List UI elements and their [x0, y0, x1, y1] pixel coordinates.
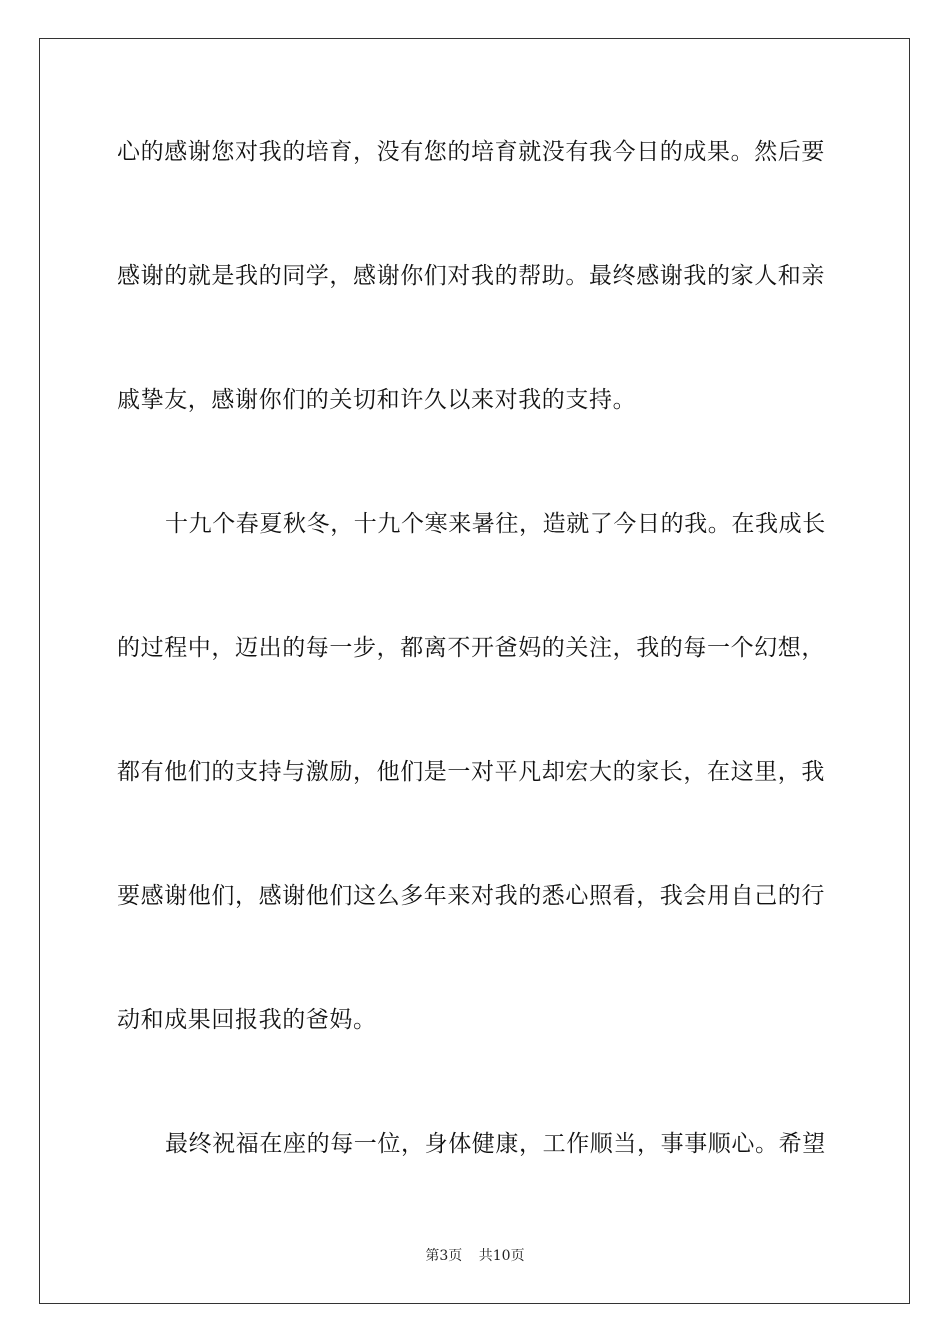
paragraph-2-line-5: 动和成果回报我的爸妈。 — [117, 1007, 377, 1033]
page-footer — [0, 1247, 950, 1265]
total-pages: 共10页 — [478, 1248, 525, 1264]
page-number: 第3页 — [425, 1248, 463, 1264]
body-line-3: 戚挚友，感谢你们的关切和许久以来对我的支持。 — [117, 387, 637, 413]
paragraph-3-line-1: 最终祝福在座的每一位，身体健康，工作顺当，事事顺心。希望 — [165, 1131, 826, 1157]
page-border — [39, 38, 910, 1304]
paragraph-2-line-2: 的过程中，迈出的每一步，都离不开爸妈的关注，我的每一个幻想， — [117, 635, 825, 661]
paragraph-2-line-4: 要感谢他们，感谢他们这么多年来对我的悉心照看，我会用自己的行 — [117, 883, 825, 909]
paragraph-2-line-1: 十九个春夏秋冬，十九个寒来暑往，造就了今日的我。在我成长 — [165, 511, 826, 537]
body-line-2: 感谢的就是我的同学，感谢你们对我的帮助。最终感谢我的家人和亲 — [117, 263, 825, 289]
paragraph-2-line-3: 都有他们的支持与激励，他们是一对平凡却宏大的家长，在这里，我 — [117, 759, 825, 785]
body-line-1: 心的感谢您对我的培育，没有您的培育就没有我今日的成果。然后要 — [117, 139, 825, 165]
